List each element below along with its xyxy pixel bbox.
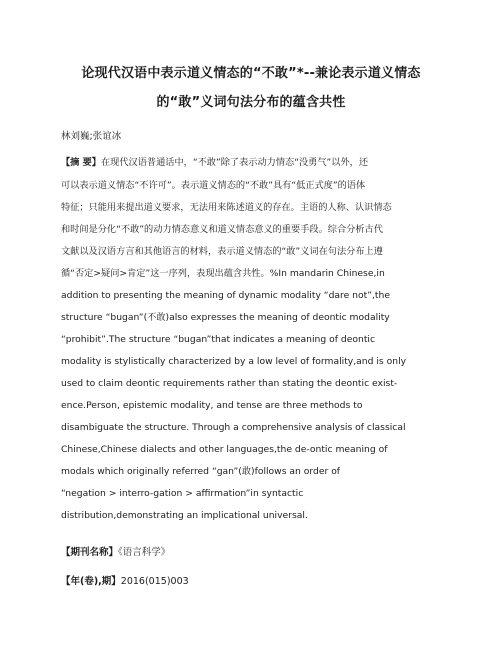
- abstract-line-6: 循“否定>疑问>肯定”这一序列，表现出蕴含共性。%In mandarin Chinese,in: [61, 268, 385, 279]
- abstract-label: 【摘 要】: [61, 157, 101, 168]
- abstract-line-9: “prohibit”.The structure “bugan”that indicates a meaning of deontic: [61, 334, 376, 345]
- abstract-line-15: modals which originally referred “gan”(敢)follows an order of: [61, 466, 341, 477]
- abstract-line-11: used to claim deontic requirements rather than stating the deontic exist-: [61, 378, 398, 389]
- abstract-line-12: ence.Person, epistemic modality, and tense are three methods to: [61, 400, 363, 411]
- abstract-line-5: 文献以及汉语方言和其他语言的材料，表示道义情态的“敢”义词在句法分布上遵: [61, 246, 383, 257]
- abstract-line-2: 可以表示道义情态“不许可”。表示道义情态的“不敢”具有“低正式度”的语体: [61, 180, 366, 191]
- abstract-line-8: structure “bugan”(不敢)also expresses the meaning of deontic modality: [61, 312, 390, 323]
- paper-title-line-1: 论现代汉语中表示道义情态的“不敢”*--兼论表示道义情态: [81, 66, 421, 81]
- abstract-line-1: 【摘 要】在现代汉语普通话中，“不敢”除了表示动力情态“没勇气”以外，还: [61, 157, 369, 168]
- year-volume-issue: 【年(卷),期】2016(015)003: [61, 576, 189, 587]
- abstract-line-4: 和时间是分化“不敢”的动力情态意义和道义情态意义的重要手段。综合分析古代: [61, 224, 383, 235]
- authors: 林刘巍;张谊冰: [61, 131, 122, 142]
- abstract-line-14: Chinese,Chinese dialects and other languages,the de-ontic meaning of: [61, 444, 388, 455]
- abstract-line-16: “negation > interro-gation > affirmation”in syntactic: [61, 488, 304, 499]
- abstract-line-3: 特征；只能用来提出道义要求，无法用来陈述道义的存在。主语的人称、认识情态: [61, 202, 392, 213]
- abstract-line-17: distribution,demonstrating an implicational universal.: [61, 510, 308, 521]
- abstract-line-10: modality is stylistically characterized by a low level of formality,and is only: [61, 356, 407, 367]
- abstract-line-7: addition to presenting the meaning of dynamic modality “dare not”,the: [61, 290, 390, 301]
- journal-name: 【期刊名称】《语言科学》: [61, 547, 171, 558]
- abstract-line-13: disambiguate the structure. Through a comprehensive analysis of classical: [61, 422, 406, 433]
- paper-title-line-2: 的“敢”义词句法分布的蕴含共性: [156, 95, 346, 110]
